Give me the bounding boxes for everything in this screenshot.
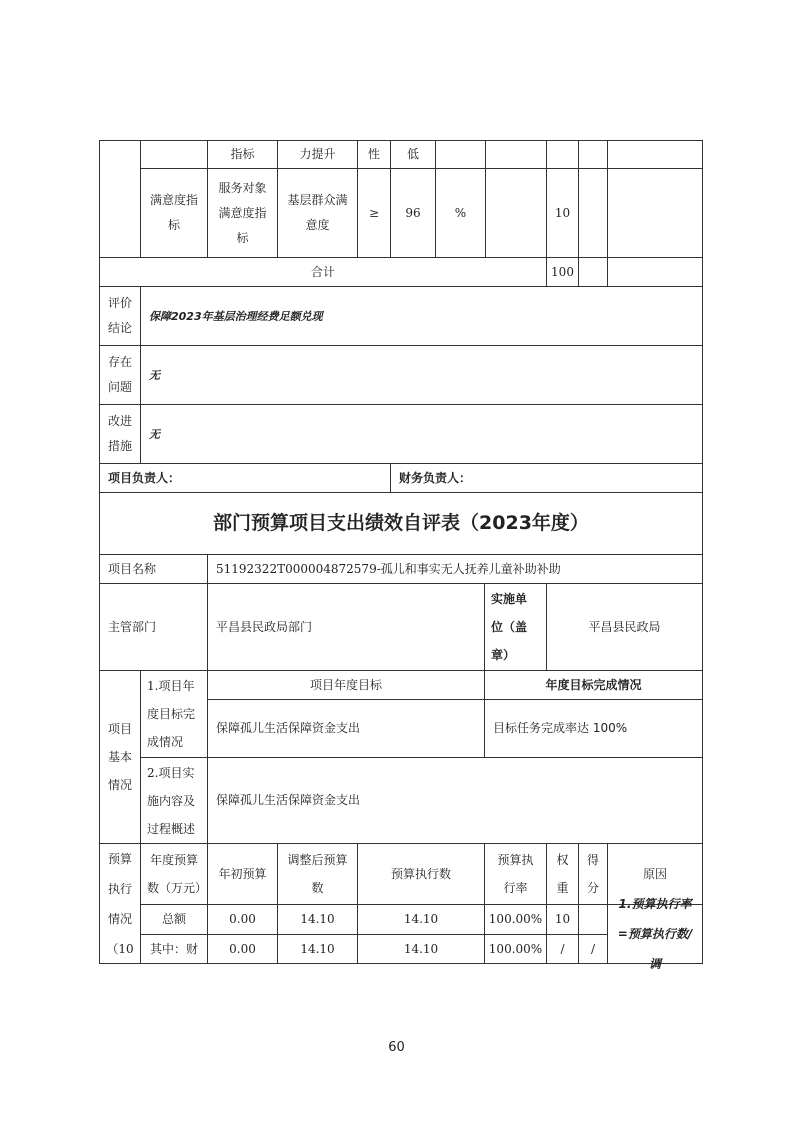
actual-value (485, 168, 547, 258)
goal-header: 项目年度目标 (207, 670, 485, 700)
dept-label: 主管部门 (99, 583, 208, 671)
header-executed: 预算执行数 (357, 843, 485, 905)
problems-value: 无 (140, 345, 703, 405)
top-r1-c7 (485, 140, 547, 169)
content-text: 保障孤儿生活保障资金支出 (207, 757, 703, 844)
top-r1-c9 (578, 140, 608, 169)
row-total-initial: 0.00 (207, 904, 278, 935)
top-r1-c8 (546, 140, 579, 169)
page-number: 60 (388, 1040, 405, 1055)
row-fin-rate: 100.00% (484, 934, 547, 964)
satisfaction-indicator: 满意度指标 (140, 168, 208, 258)
goal-label: 1.项目年度目标完成情况 (140, 670, 208, 758)
score-value (578, 168, 608, 258)
top-r1-indicator: 指标 (207, 140, 278, 169)
top-r1-improve: 力提升 (277, 140, 358, 169)
measures-label: 改进措施 (99, 404, 141, 464)
header-adjusted-budget: 调整后预算数 (277, 843, 358, 905)
goal-done-header: 年度目标完成情况 (484, 670, 703, 700)
project-name-label: 项目名称 (99, 554, 208, 584)
unit-cell: % (435, 168, 486, 258)
measures-value: 无 (140, 404, 703, 464)
total-score (578, 257, 608, 287)
target-value: 96 (390, 168, 436, 258)
project-leader: 项目负责人： (99, 463, 391, 493)
top-r1-c10 (607, 140, 703, 169)
row-total-adjusted: 14.10 (277, 904, 358, 935)
weight-value: 10 (546, 168, 579, 258)
impl-unit-value: 平昌县民政局 (546, 583, 703, 671)
row-fin-name: 其中：财 (140, 934, 208, 964)
conclusion-value: 保障2023年基层治理经费足额兑现 (140, 286, 703, 346)
row-total-rate: 100.00% (484, 904, 547, 935)
goal-done-text: 目标任务完成率达 100% (484, 699, 703, 758)
header-exec-rate: 预算执行率 (484, 843, 547, 905)
row-total-weight: 10 (546, 904, 579, 935)
row-total-name: 总额 (140, 904, 208, 935)
content-label: 2.项目实施内容及过程概述 (140, 757, 208, 844)
total-reason (607, 257, 703, 287)
row-fin-initial: 0.00 (207, 934, 278, 964)
project-name-value: 51192322T000004872579-孤儿和事实无人抚养儿童补助补助 (207, 554, 703, 584)
header-annual-budget: 年度预算数（万元） (140, 843, 208, 905)
top-r1-c6 (435, 140, 486, 169)
goal-text: 保障孤儿生活保障资金支出 (207, 699, 485, 758)
operator-cell: ≥ (357, 168, 391, 258)
row-total-executed: 14.10 (357, 904, 485, 935)
reason-value (607, 168, 703, 258)
grassroots-satisfaction: 基层群众满意度 (277, 168, 358, 258)
row-fin-score: / (578, 934, 608, 964)
impl-unit-label: 实施单位（盖章） (484, 583, 547, 671)
dept-value: 平昌县民政局部门 (207, 583, 485, 671)
row-fin-adjusted: 14.10 (277, 934, 358, 964)
row-total-score (578, 904, 608, 935)
top-r1-c1 (140, 140, 208, 169)
header-reason: 原因 (607, 843, 703, 905)
total-value: 100 (546, 257, 579, 287)
top-r1-nature: 性 (357, 140, 391, 169)
reason-text: 1.预算执行率=预算执行数/调 (607, 904, 703, 964)
finance-leader: 财务负责人： (390, 463, 703, 493)
header-initial-budget: 年初预算 (207, 843, 278, 905)
header-weight: 权重 (546, 843, 579, 905)
header-score: 得分 (578, 843, 608, 905)
problems-label: 存在问题 (99, 345, 141, 405)
row-fin-weight: / (546, 934, 579, 964)
top-left-cell (99, 140, 141, 258)
conclusion-label: 评价结论 (99, 286, 141, 346)
exec-label: 预算执行情况（10 (99, 843, 141, 964)
form-title: 部门预算项目支出绩效自评表（2023年度） (99, 492, 703, 555)
basic-info-label: 项目基本情况 (99, 670, 141, 844)
row-fin-executed: 14.10 (357, 934, 485, 964)
service-satisfaction-indicator: 服务对象满意度指标 (207, 168, 278, 258)
top-r1-low: 低 (390, 140, 436, 169)
total-label: 合计 (99, 257, 547, 287)
